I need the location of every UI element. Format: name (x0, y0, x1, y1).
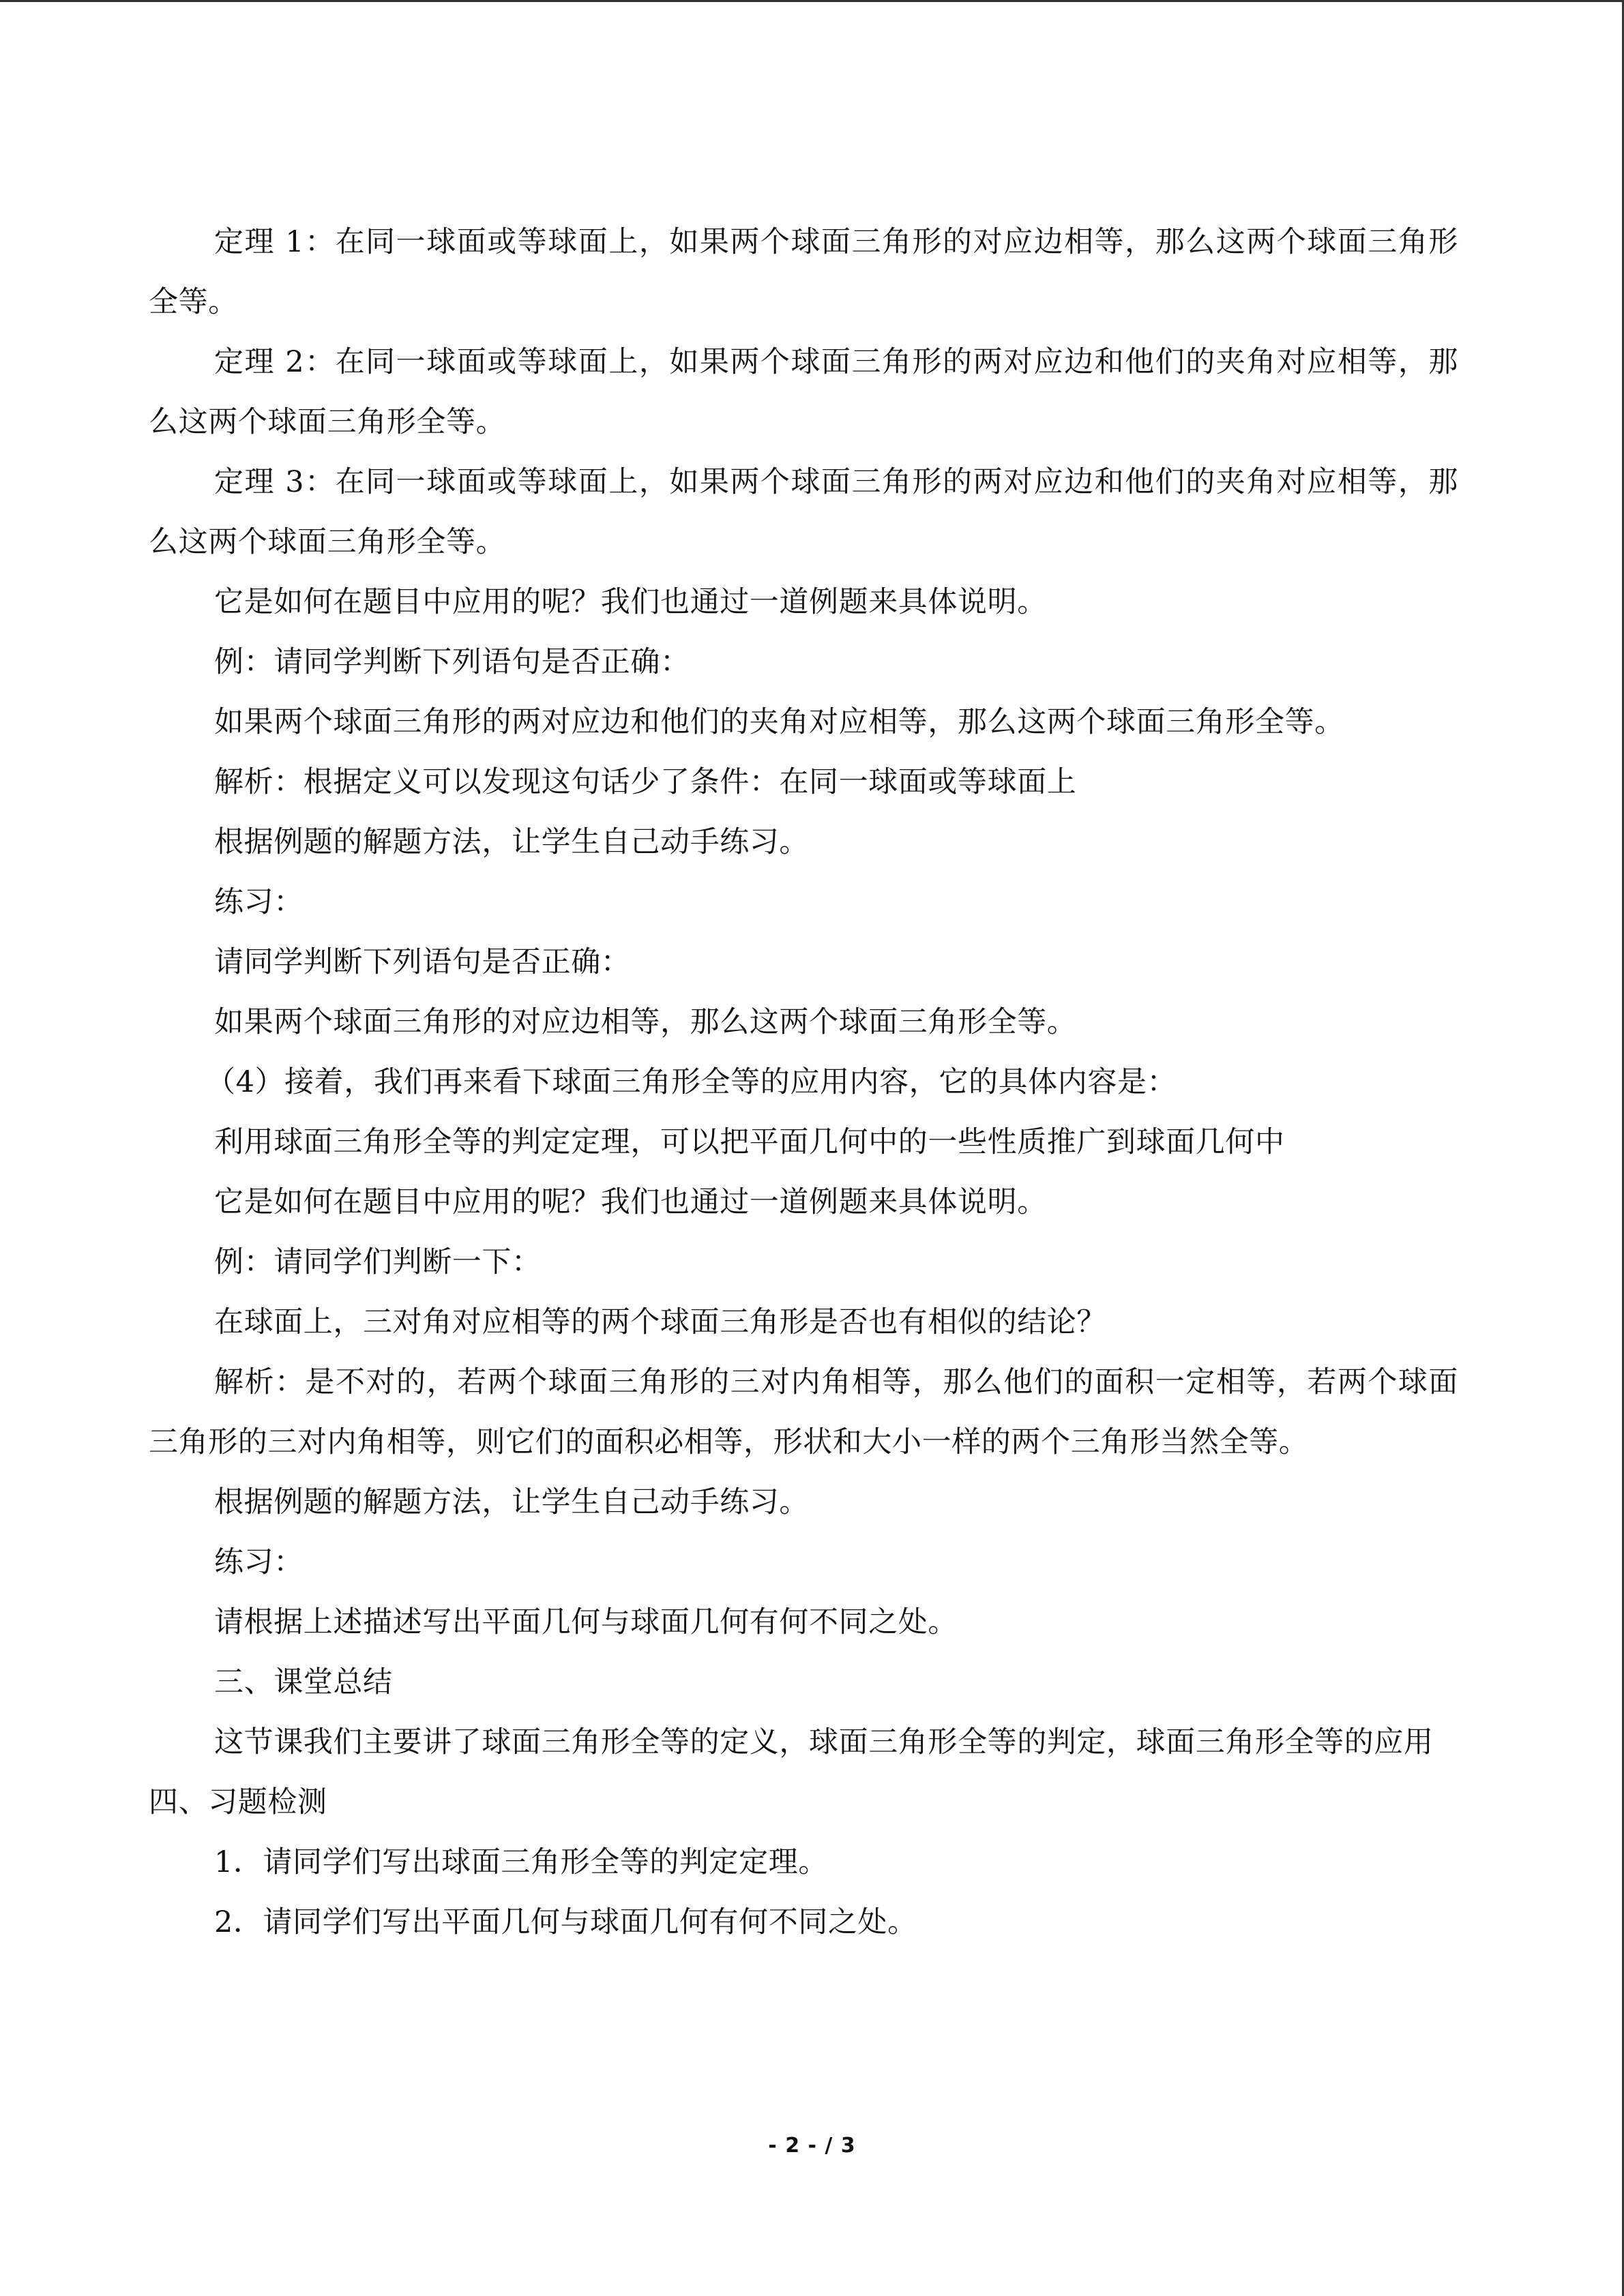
theorem-1: 定理 1：在同一球面或等球面上，如果两个球面三角形的对应边相等，那么这两个球面三角形全等。 (149, 225, 1458, 319)
practice-statement: 如果两个球面三角形的对应边相等，那么这两个球面三角形全等。 (214, 1005, 1077, 1039)
example-statement: 如果两个球面三角形的两对应边和他们的夹角对应相等，那么这两个球面三角形全等。 (214, 705, 1344, 739)
exercise-2: 2．请同学们写出平面几何与球面几何有何不同之处。 (214, 1905, 917, 1939)
application-intro-2: 它是如何在题目中应用的呢？我们也通过一道例题来具体说明。 (214, 1185, 1047, 1219)
example-prompt: 例：请同学判断下列语句是否正确： (214, 645, 690, 679)
section-summary-heading: 三、课堂总结 (214, 1665, 393, 1699)
practice-heading: 练习： (214, 885, 304, 919)
application-section: （4）接着，我们再来看下球面三角形全等的应用内容，它的具体内容是： (206, 1065, 1177, 1099)
page-number: - 2 - / 3 (768, 2134, 856, 2158)
example-analysis-2: 解析：是不对的，若两个球面三角形的三对内角相等，那么他们的面积一定相等，若两个球面三角形的三对内角相等，则它们的面积必相等，形状和大小一样的两个三角形当然全等。 (149, 1365, 1458, 1459)
practice-heading-2: 练习： (214, 1545, 304, 1579)
section-exercises-heading: 四、习题检测 (149, 1785, 327, 1819)
practice-intro: 根据例题的解题方法，让学生自己动手练习。 (214, 825, 809, 859)
application-intro: 它是如何在题目中应用的呢？我们也通过一道例题来具体说明。 (214, 585, 1047, 619)
practice-task-2: 请根据上述描述写出平面几何与球面几何有何不同之处。 (214, 1605, 958, 1639)
theorem-3: 定理 3：在同一球面或等球面上，如果两个球面三角形的两对应边和他们的夹角对应相等，那么这两个球面三角形全等。 (149, 465, 1458, 559)
exercise-1: 1．请同学们写出球面三角形全等的判定定理。 (214, 1845, 828, 1879)
document-body (149, 212, 1458, 1952)
practice-intro-2: 根据例题的解题方法，让学生自己动手练习。 (214, 1485, 809, 1519)
practice-prompt: 请同学判断下列语句是否正确： (214, 945, 631, 979)
application-content: 利用球面三角形全等的判定定理，可以把平面几何中的一些性质推广到球面几何中 (214, 1125, 1285, 1159)
example-analysis: 解析：根据定义可以发现这句话少了条件：在同一球面或等球面上 (214, 765, 1077, 799)
example-prompt-2: 例：请同学们判断一下： (214, 1245, 542, 1279)
section-summary-text: 这节课我们主要讲了球面三角形全等的定义，球面三角形全等的判定，球面三角形全等的应用 (214, 1725, 1434, 1759)
example-question-2: 在球面上，三对角对应相等的两个球面三角形是否也有相似的结论？ (214, 1305, 1106, 1339)
theorem-2: 定理 2：在同一球面或等球面上，如果两个球面三角形的两对应边和他们的夹角对应相等，那么这两个球面三角形全等。 (149, 345, 1458, 439)
